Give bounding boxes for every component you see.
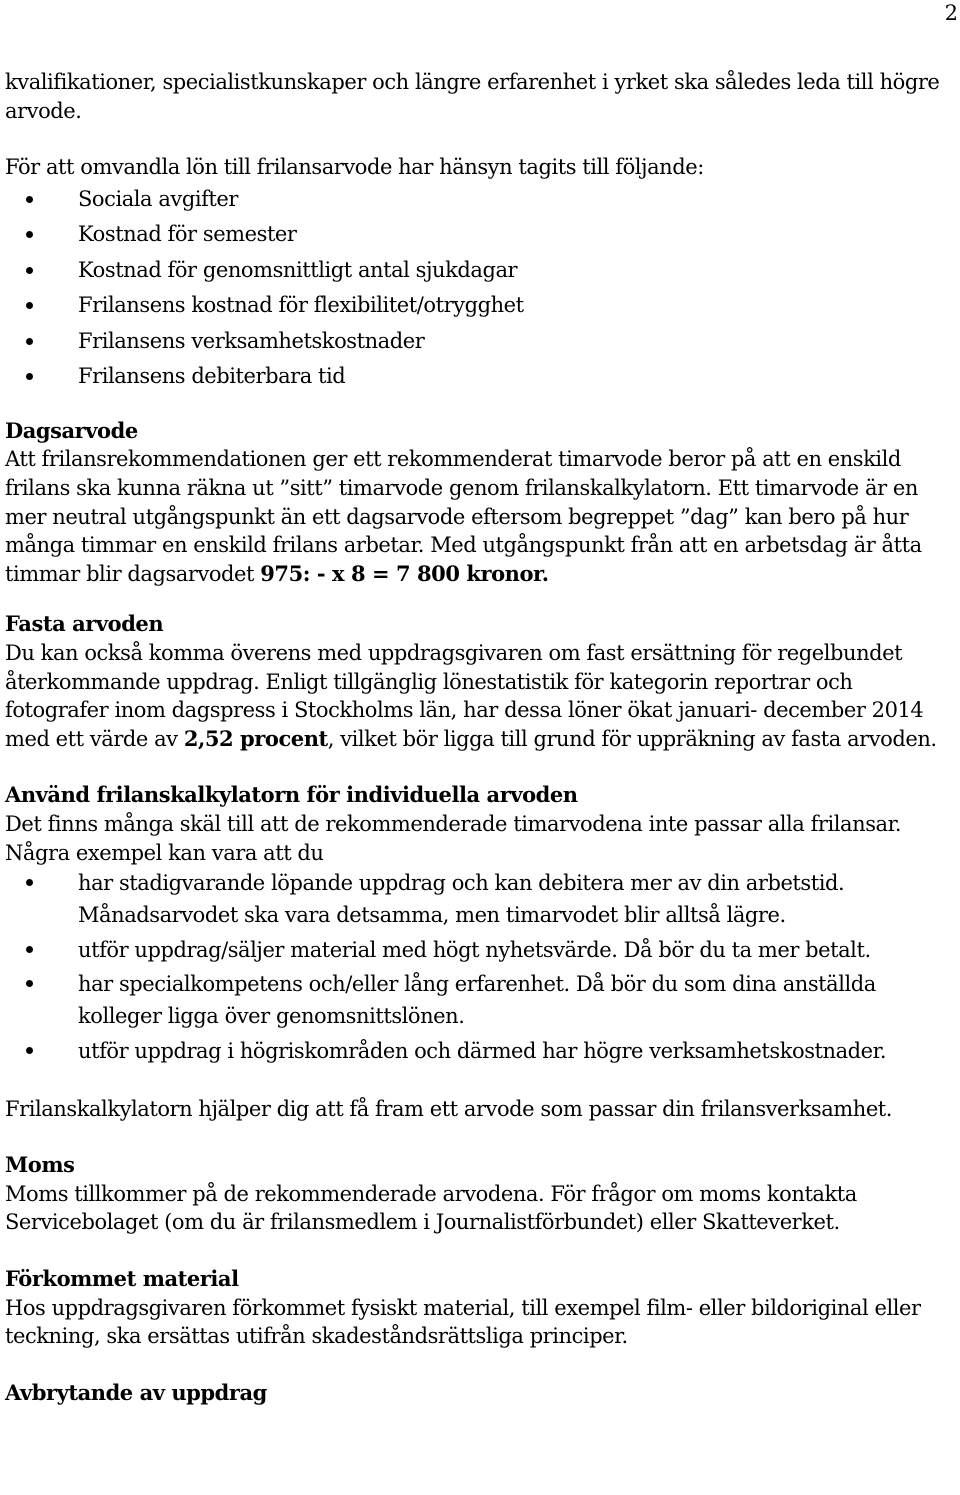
forkommet-paragraph: Hos uppdragsgivaren förkommet fysiskt material, till exempel film- eller bildoriginal eller teckning, ska ersättas utifrån skadeståndsrättsliga principer. — [5, 1295, 921, 1349]
list-item: har stadigvarande löpande uppdrag och kan debitera mer av din arbetstid. Månadsarvodet ska vara detsamma, men timarvodet blir alltså lägre. — [5, 867, 957, 931]
intro-paragraph: kvalifikationer, specialistkunskaper och längre erfarenhet i yrket ska således leda till högre arvode. — [5, 70, 940, 123]
list-item: har specialkompetens och/eller lång erfarenhet. Då bör du som dina anställda kolleger ligga över genomsnittslönen. — [5, 968, 957, 1032]
bullet-icon — [26, 980, 33, 987]
list-item: Sociala avgifter — [5, 182, 957, 218]
bullet-icon — [26, 879, 33, 886]
conversion-list — [5, 182, 957, 395]
fasta-arvoden-value: 2,52 procent — [183, 725, 328, 751]
dagsarvode-heading: Dagsarvode — [5, 417, 138, 443]
forkommet-heading: Förkommet material — [5, 1265, 239, 1291]
document-body — [5, 68, 957, 1407]
list-item: utför uppdrag i högriskområden och därmed har högre verksamhetskostnader. — [5, 1035, 957, 1067]
kalkylator-lead: Det finns många skäl till att de rekommenderade timarvodena inte passar alla frilansar. Några exempel kan vara att du — [5, 811, 902, 865]
bullet-icon — [26, 267, 33, 274]
bullet-icon — [26, 1047, 33, 1054]
list-item: Frilansens verksamhetskostnader — [5, 324, 957, 360]
bullet-icon — [26, 302, 33, 309]
bullet-icon — [26, 231, 33, 238]
dagsarvode-paragraph: Att frilansrekommendationen ger ett rekommenderat timarvode beror på att en enskild frilans ska kunna räkna ut ”sitt” timarvode genom frilanskalkylatorn. Ett timarvode är en mer neutral utgångspunkt än ett dagsarvode eftersom begreppet ”dag” kan bero på hur många timmar en enskild frilans arbetar. Med utgångspunkt från att en arbetsdag är åtta timmar blir dagsarvodet 975: - x 8 = 7 800 kronor. — [5, 447, 922, 586]
kalkylator-heading: Använd frilanskalkylatorn för individuella arvoden — [5, 782, 578, 808]
kalkylator-list — [5, 867, 957, 1067]
moms-paragraph: Moms tillkommer på de rekommenderade arvodena. För frågor om moms kontakta Servicebolaget (om du är frilansmedlem i Journalistförbundet) eller Skatteverket. — [5, 1181, 857, 1235]
list-item: Kostnad för genomsnittligt antal sjukdagar — [5, 253, 957, 289]
list-item: utför uppdrag/säljer material med högt nyhetsvärde. Då bör du ta mer betalt. — [5, 934, 957, 966]
list-item: Kostnad för semester — [5, 217, 957, 253]
bullet-icon — [26, 338, 33, 345]
bullet-icon — [26, 946, 33, 953]
page-number: 2 — [944, 1, 958, 25]
fasta-arvoden-paragraph: Du kan också komma överens med uppdragsgivaren om fast ersättning för regelbundet återkommande uppdrag. Enligt tillgänglig lönestatistik för kategorin reportrar och fotografer inom dagspress i Stockholms län, har dessa löner ökat januari- december 2014 med ett värde av 2,52 procent, vilket bör ligga till grund för uppräkning av fasta arvoden. — [5, 640, 937, 751]
kalkylator-closing: Frilanskalkylatorn hjälper dig att få fram ett arvode som passar din frilansverksamhet. — [5, 1096, 893, 1121]
bullet-icon — [26, 196, 33, 203]
conversion-lead: För att omvandla lön till frilansarvode har hänsyn tagits till följande: — [5, 155, 704, 180]
dagsarvode-value: 975: - x 8 = 7 800 kronor. — [260, 560, 549, 586]
moms-heading: Moms — [5, 1152, 75, 1178]
list-item: Frilansens kostnad för flexibilitet/otrygghet — [5, 288, 957, 324]
fasta-arvoden-heading: Fasta arvoden — [5, 611, 164, 637]
list-item: Frilansens debiterbara tid — [5, 359, 957, 395]
bullet-icon — [26, 373, 33, 380]
avbrytande-heading: Avbrytande av uppdrag — [5, 1379, 267, 1405]
